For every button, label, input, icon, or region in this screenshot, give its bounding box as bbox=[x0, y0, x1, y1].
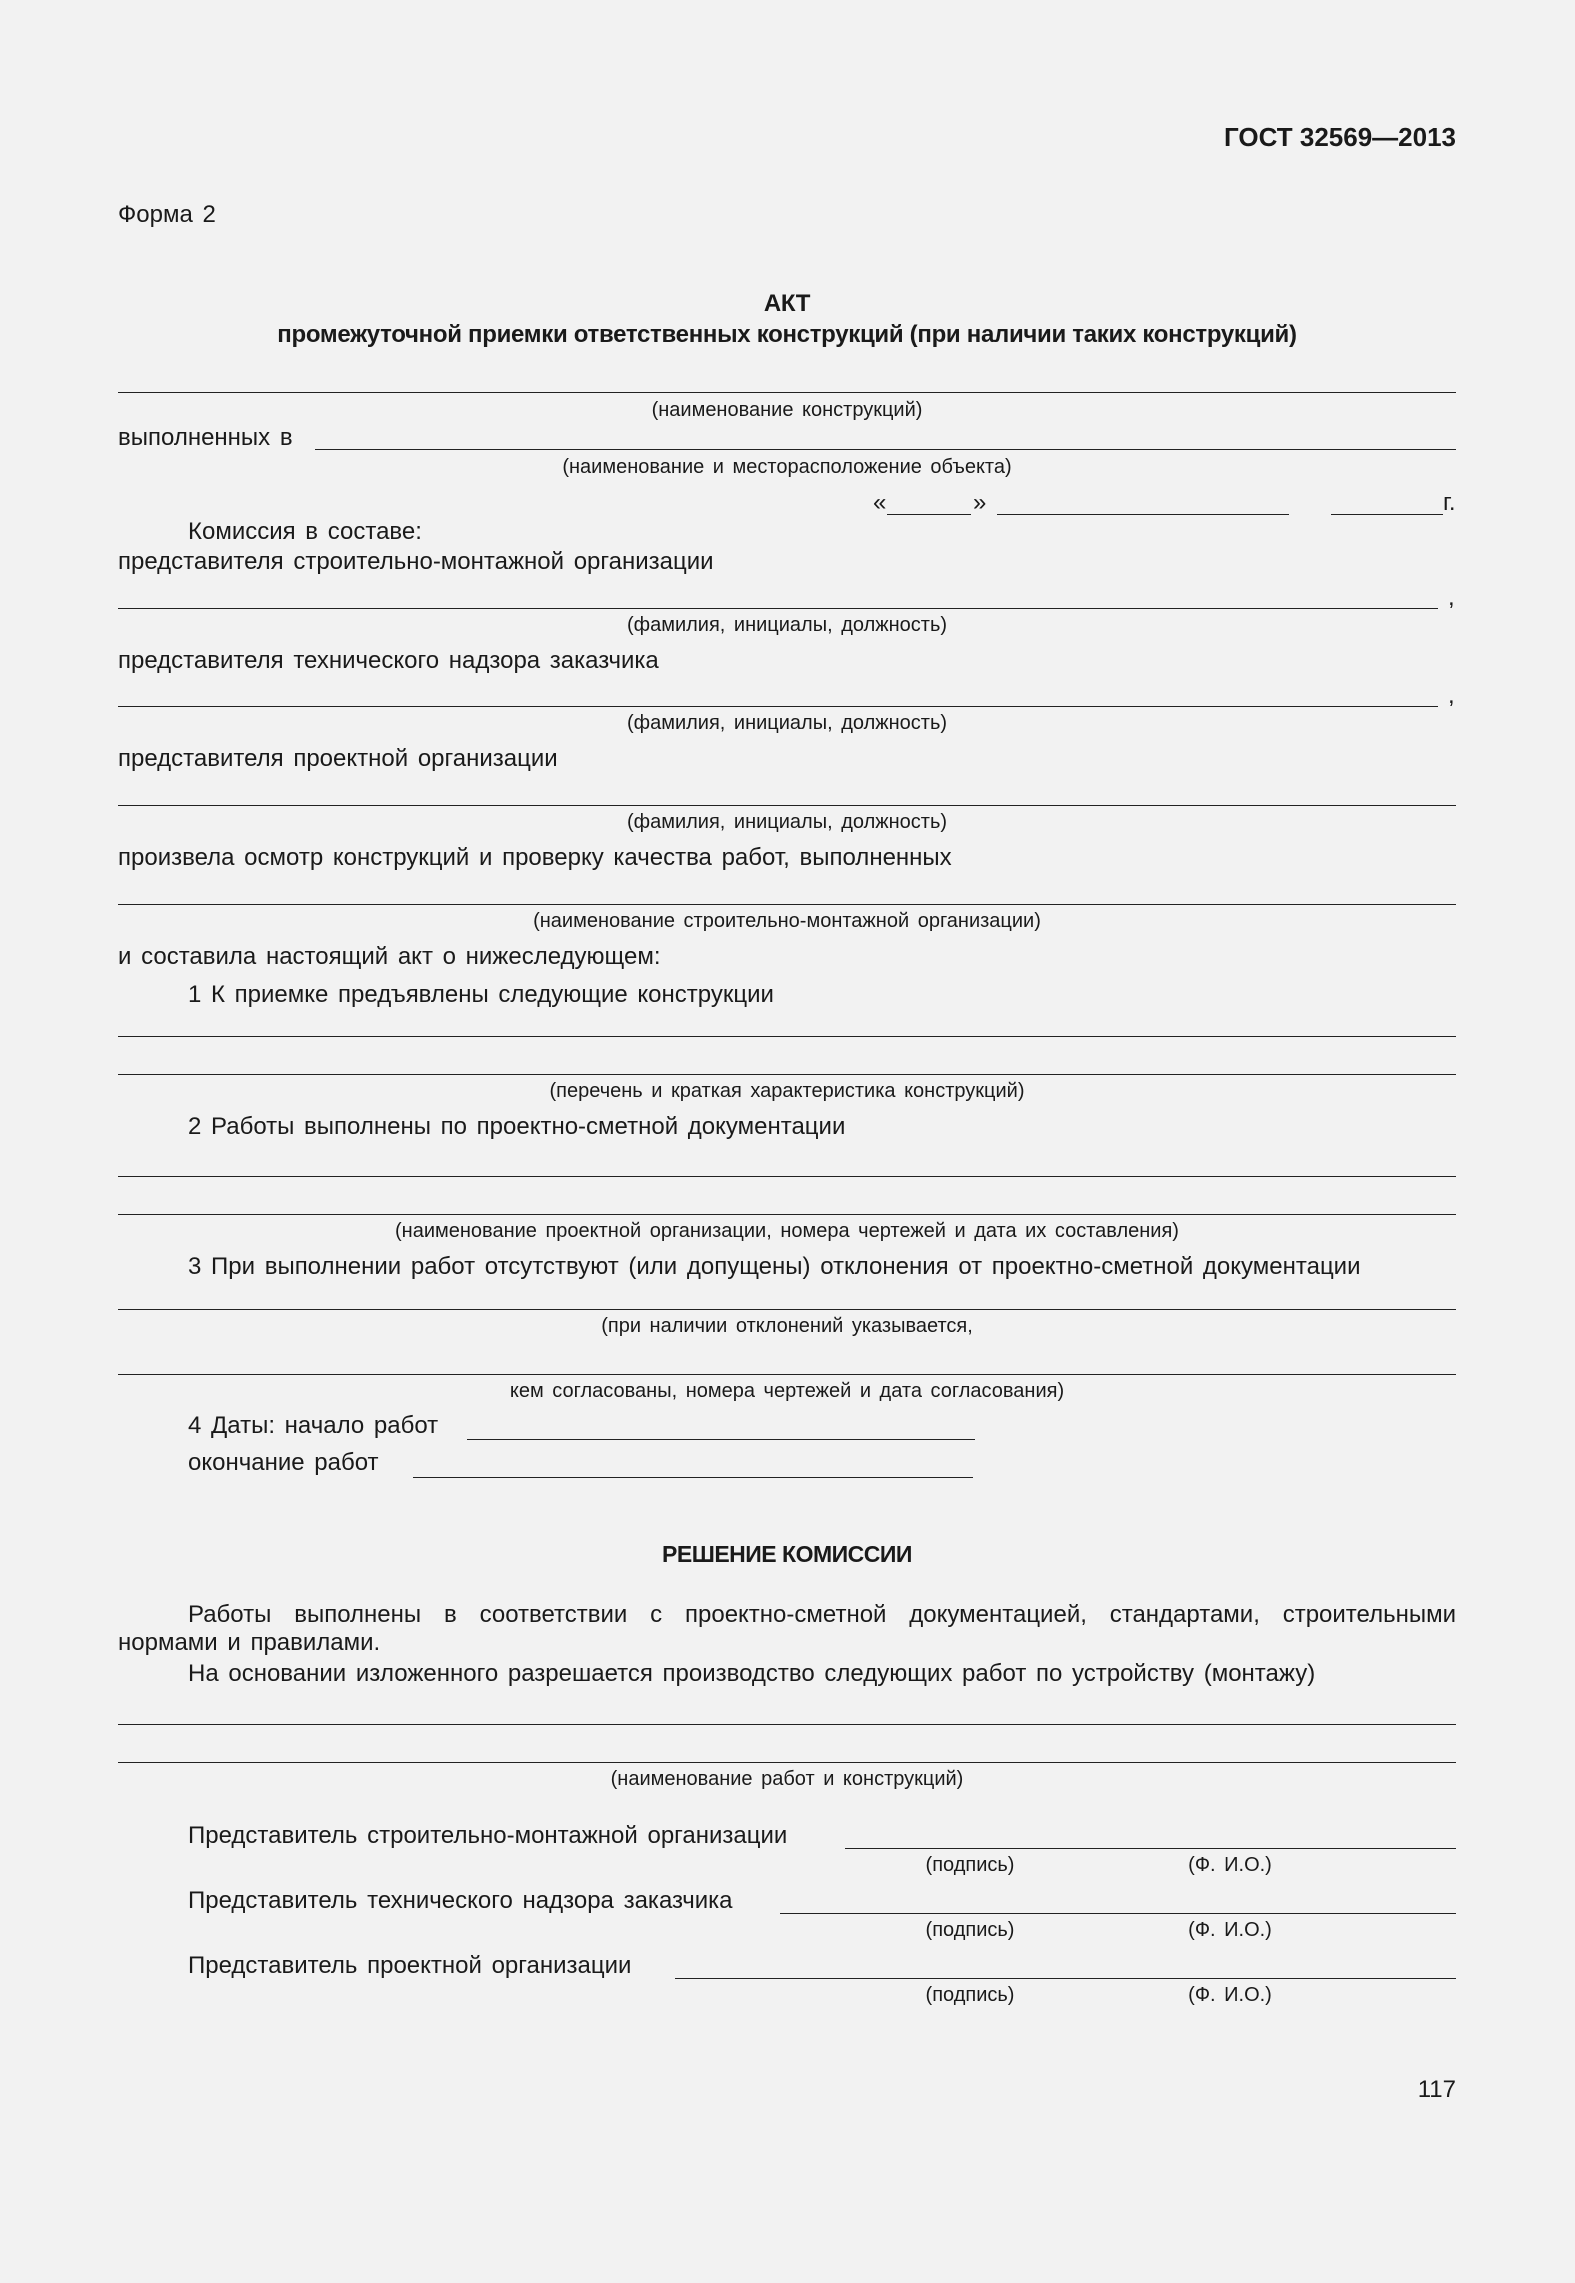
decision-paragraph-2: На основании изложенного разрешается производство следующих работ по устройству (монтажу) bbox=[188, 1660, 1316, 1687]
signature-rep-3-line[interactable] bbox=[675, 1978, 1456, 1979]
caption-sign-2: (подпись) bbox=[925, 1919, 1015, 1941]
caption-sign-1: (подпись) bbox=[925, 1854, 1015, 1876]
form-label: Форма 2 bbox=[118, 201, 216, 228]
object-name-line[interactable] bbox=[315, 449, 1456, 450]
act-title: АКТ bbox=[763, 290, 811, 317]
caption-fio-sign-3: (Ф. И.О.) bbox=[1188, 1984, 1272, 2006]
item-1-text: 1 К приемке предъявлены следующие конструкции bbox=[188, 981, 774, 1008]
signature-rep-2-line[interactable] bbox=[780, 1913, 1456, 1914]
item-1-line-a[interactable] bbox=[118, 1036, 1456, 1037]
caption-fio-sign-1: (Ф. И.О.) bbox=[1188, 1854, 1272, 1876]
caption-fio-2: (фамилия, инициалы, должность) bbox=[626, 712, 948, 734]
date-year-line[interactable] bbox=[1331, 514, 1443, 515]
item-4-start-label: 4 Даты: начало работ bbox=[188, 1412, 439, 1439]
page-number: 117 bbox=[1417, 2076, 1456, 2103]
caption-item-2: (наименование проектной организации, номера чертежей и дата их составления) bbox=[395, 1220, 1179, 1242]
caption-fio-sign-2: (Ф. И.О.) bbox=[1188, 1919, 1272, 1941]
rep-design-line[interactable] bbox=[118, 805, 1456, 806]
organization-line[interactable] bbox=[118, 904, 1456, 905]
decision-heading: РЕШЕНИЕ КОМИССИИ bbox=[662, 1541, 912, 1567]
rep-design-label: представителя проектной организации bbox=[118, 745, 558, 772]
act-subtitle: промежуточной приемки ответственных конструкций (при наличии таких конструкций) bbox=[277, 321, 1297, 348]
item-2-text: 2 Работы выполнены по проектно-сметной документации bbox=[188, 1113, 846, 1140]
works-line-a[interactable] bbox=[118, 1724, 1456, 1725]
signature-rep-1-label: Представитель строительно-монтажной организации bbox=[188, 1822, 788, 1849]
date-open-quote: « bbox=[873, 489, 887, 516]
caption-fio-3: (фамилия, инициалы, должность) bbox=[626, 811, 948, 833]
signature-rep-1-line[interactable] bbox=[845, 1848, 1456, 1849]
caption-fio-1: (фамилия, инициалы, должность) bbox=[626, 614, 948, 636]
rep-construction-label: представителя строительно-монтажной организации bbox=[118, 548, 714, 575]
item-2-line-a[interactable] bbox=[118, 1176, 1456, 1177]
decision-paragraph-1: Работы выполнены в соответствии с проектно-сметной документацией, стандартами, строительными нормами и правилами. bbox=[118, 1601, 1456, 1656]
caption-organization: (наименование строительно-монтажной организации) bbox=[533, 910, 1041, 932]
end-date-line[interactable] bbox=[413, 1477, 973, 1478]
inspection-text: произвела осмотр конструкций и проверку качества работ, выполненных bbox=[118, 844, 952, 871]
caption-item-3a: (при наличии отклонений указывается, bbox=[601, 1315, 973, 1337]
item-3-line-b[interactable] bbox=[118, 1374, 1456, 1375]
caption-works: (наименование работ и конструкций) bbox=[610, 1768, 964, 1790]
caption-object: (наименование и месторасположение объекта) bbox=[562, 456, 1012, 478]
standard-number: ГОСТ 32569—2013 bbox=[1224, 122, 1456, 152]
signature-rep-2-label: Представитель технического надзора заказчика bbox=[188, 1887, 733, 1914]
year-suffix: г. bbox=[1443, 489, 1456, 516]
commission-intro: Комиссия в составе: bbox=[188, 518, 422, 545]
start-date-line[interactable] bbox=[467, 1439, 975, 1440]
caption-constructions: (наименование конструкций) bbox=[651, 399, 923, 421]
comma-1: , bbox=[1448, 584, 1455, 611]
caption-item-1: (перечень и краткая характеристика конструкций) bbox=[549, 1080, 1025, 1102]
caption-item-3b: кем согласованы, номера чертежей и дата согласования) bbox=[509, 1380, 1065, 1402]
performed-in-label: выполненных в bbox=[118, 424, 293, 451]
constructions-name-line[interactable] bbox=[118, 392, 1456, 393]
item-3-line-a[interactable] bbox=[118, 1309, 1456, 1310]
signature-rep-3-label: Представитель проектной организации bbox=[188, 1952, 632, 1979]
item-4-end-label: окончание работ bbox=[188, 1449, 379, 1476]
compiled-text: и составила настоящий акт о нижеследующем: bbox=[118, 943, 661, 970]
item-1-line-b[interactable] bbox=[118, 1074, 1456, 1075]
comma-2: , bbox=[1448, 682, 1455, 709]
works-line-b[interactable] bbox=[118, 1762, 1456, 1763]
date-close-quote: » bbox=[973, 489, 987, 516]
date-month-line[interactable] bbox=[997, 514, 1289, 515]
item-3-text: 3 При выполнении работ отсутствуют (или допущены) отклонения от проектно-сметной документации bbox=[188, 1253, 1361, 1280]
item-2-line-b[interactable] bbox=[118, 1214, 1456, 1215]
rep-supervision-line[interactable] bbox=[118, 706, 1438, 707]
rep-supervision-label: представителя технического надзора заказчика bbox=[118, 647, 659, 674]
caption-sign-3: (подпись) bbox=[925, 1984, 1015, 2006]
date-day-line[interactable] bbox=[887, 514, 971, 515]
rep-construction-line[interactable] bbox=[118, 608, 1438, 609]
